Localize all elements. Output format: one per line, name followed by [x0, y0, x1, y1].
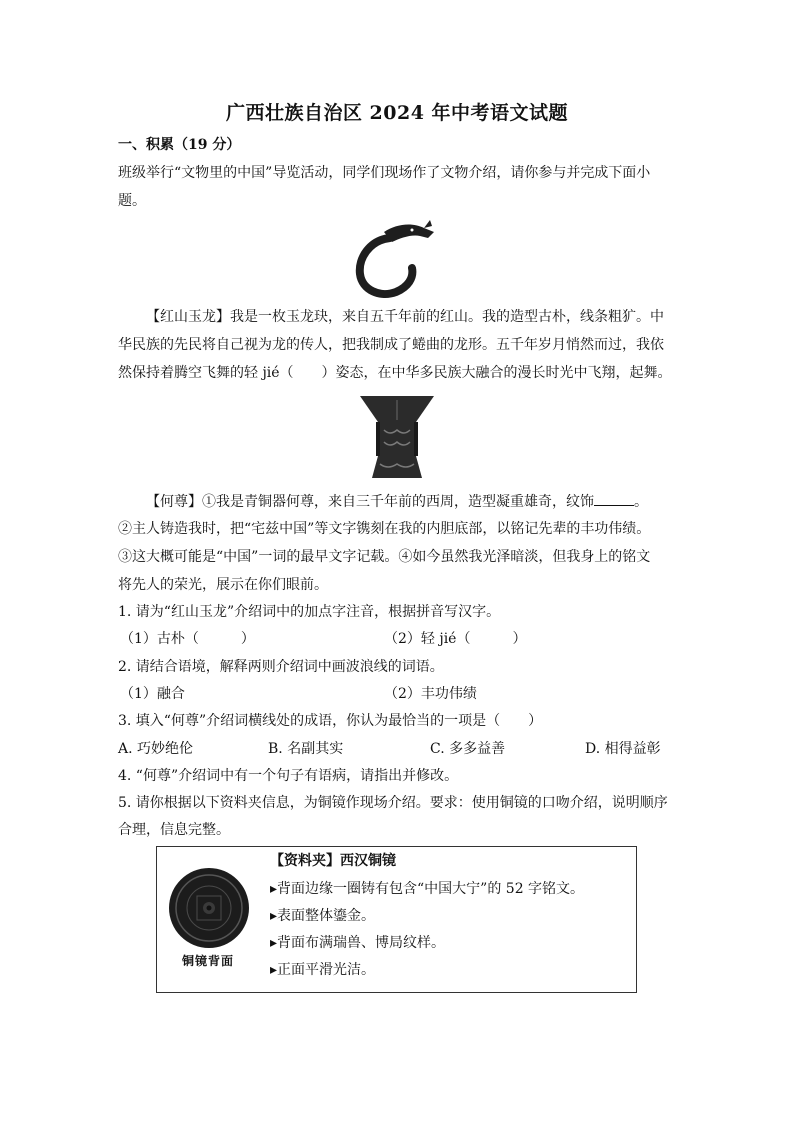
jade-dragon-image	[350, 218, 440, 300]
intro-text-cont: 题。	[118, 193, 146, 209]
intro-text: 班级举行“文物里的中国”导览活动，同学们现场作了文物介绍，请你参与并完成下面小	[118, 165, 651, 181]
question-5: 5. 请你根据以下资料夹信息，为铜镜作现场介绍。要求：使用铜镜的口吻介绍，说明顺序	[118, 795, 668, 811]
question-2-part-2: （2）丰功伟绩	[384, 686, 477, 702]
hezun-text-4: 将先人的荣光，展示在你们眼前。	[118, 577, 328, 593]
folder-item: ▸背面布满瑞兽、博局纹样。	[270, 935, 446, 951]
question-3-option-d: D. 相得益彰	[585, 741, 661, 757]
question-3: 3. 填入“何尊”介绍词横线处的成语，你认为最恰当的一项是（ ）	[118, 713, 543, 729]
page-title: 广西壮族自治区 2024 年中考语文试题	[225, 102, 569, 124]
question-2-part-1: （1）融合	[120, 686, 185, 702]
bronze-mirror-image	[167, 866, 251, 950]
hezun-text-end: 。	[634, 494, 648, 510]
folder-item: ▸表面整体鎏金。	[270, 908, 376, 924]
question-1-part-1: （1）古朴（ ）	[120, 631, 255, 647]
question-5-cont: 合理，信息完整。	[118, 822, 230, 838]
fill-blank-line	[594, 491, 634, 506]
question-3-option-b: B. 名副其实	[268, 741, 344, 757]
folder-item: ▸背面边缘一圈铸有包含“中国大宁”的 52 字铭文。	[270, 881, 585, 897]
hongshan-text-cont2: 然保持着腾空飞舞的轻 jié（ ）姿态，在中华多民族大融合的漫长时光中飞翔，起舞。	[118, 365, 672, 381]
folder-item: ▸正面平滑光洁。	[270, 962, 376, 978]
he-zun-image	[358, 392, 436, 482]
mirror-caption: 铜镜背面	[182, 954, 235, 968]
question-1: 1. 请为“红山玉龙”介绍词中的加点字注音，根据拼音写汉字。	[118, 604, 501, 620]
question-3-option-c: C. 多多益善	[430, 741, 506, 757]
question-2: 2. 请结合语境，解释两则介绍词中画波浪线的词语。	[118, 659, 444, 675]
hezun-text	[146, 491, 706, 512]
hongshan-text: 【红山玉龙】我是一枚玉龙玦，来自五千年前的红山。我的造型古朴，线条粗犷。中	[146, 309, 664, 325]
folder-heading: 【资料夹】西汉铜镜	[270, 853, 396, 869]
question-3-option-a: A. 巧妙绝伦	[118, 741, 194, 757]
hezun-text-2: ②主人铸造我时，把“宅兹中国”等文字镌刻在我的内胆底部，以铭记先辈的丰功伟绩。	[118, 521, 651, 537]
hezun-text-3: ③这大概可能是“中国”一词的最早文字记载。④如今虽然我光泽暗淡，但我身上的铭文	[118, 549, 651, 565]
section-heading: 一、积累（19 分）	[118, 137, 241, 153]
question-1-part-2: （2）轻 jié（ ）	[384, 631, 527, 647]
hezun-text-start: 【何尊】①我是青铜器何尊，来自三千年前的西周，造型凝重雄奇，纹饰	[146, 494, 594, 510]
hongshan-text-cont: 华民族的先民将自己视为龙的传人，把我制成了蜷曲的龙形。五千年岁月悄然而过，我依	[118, 337, 664, 353]
question-4: 4. “何尊”介绍词中有一个句子有语病，请指出并修改。	[118, 768, 459, 784]
